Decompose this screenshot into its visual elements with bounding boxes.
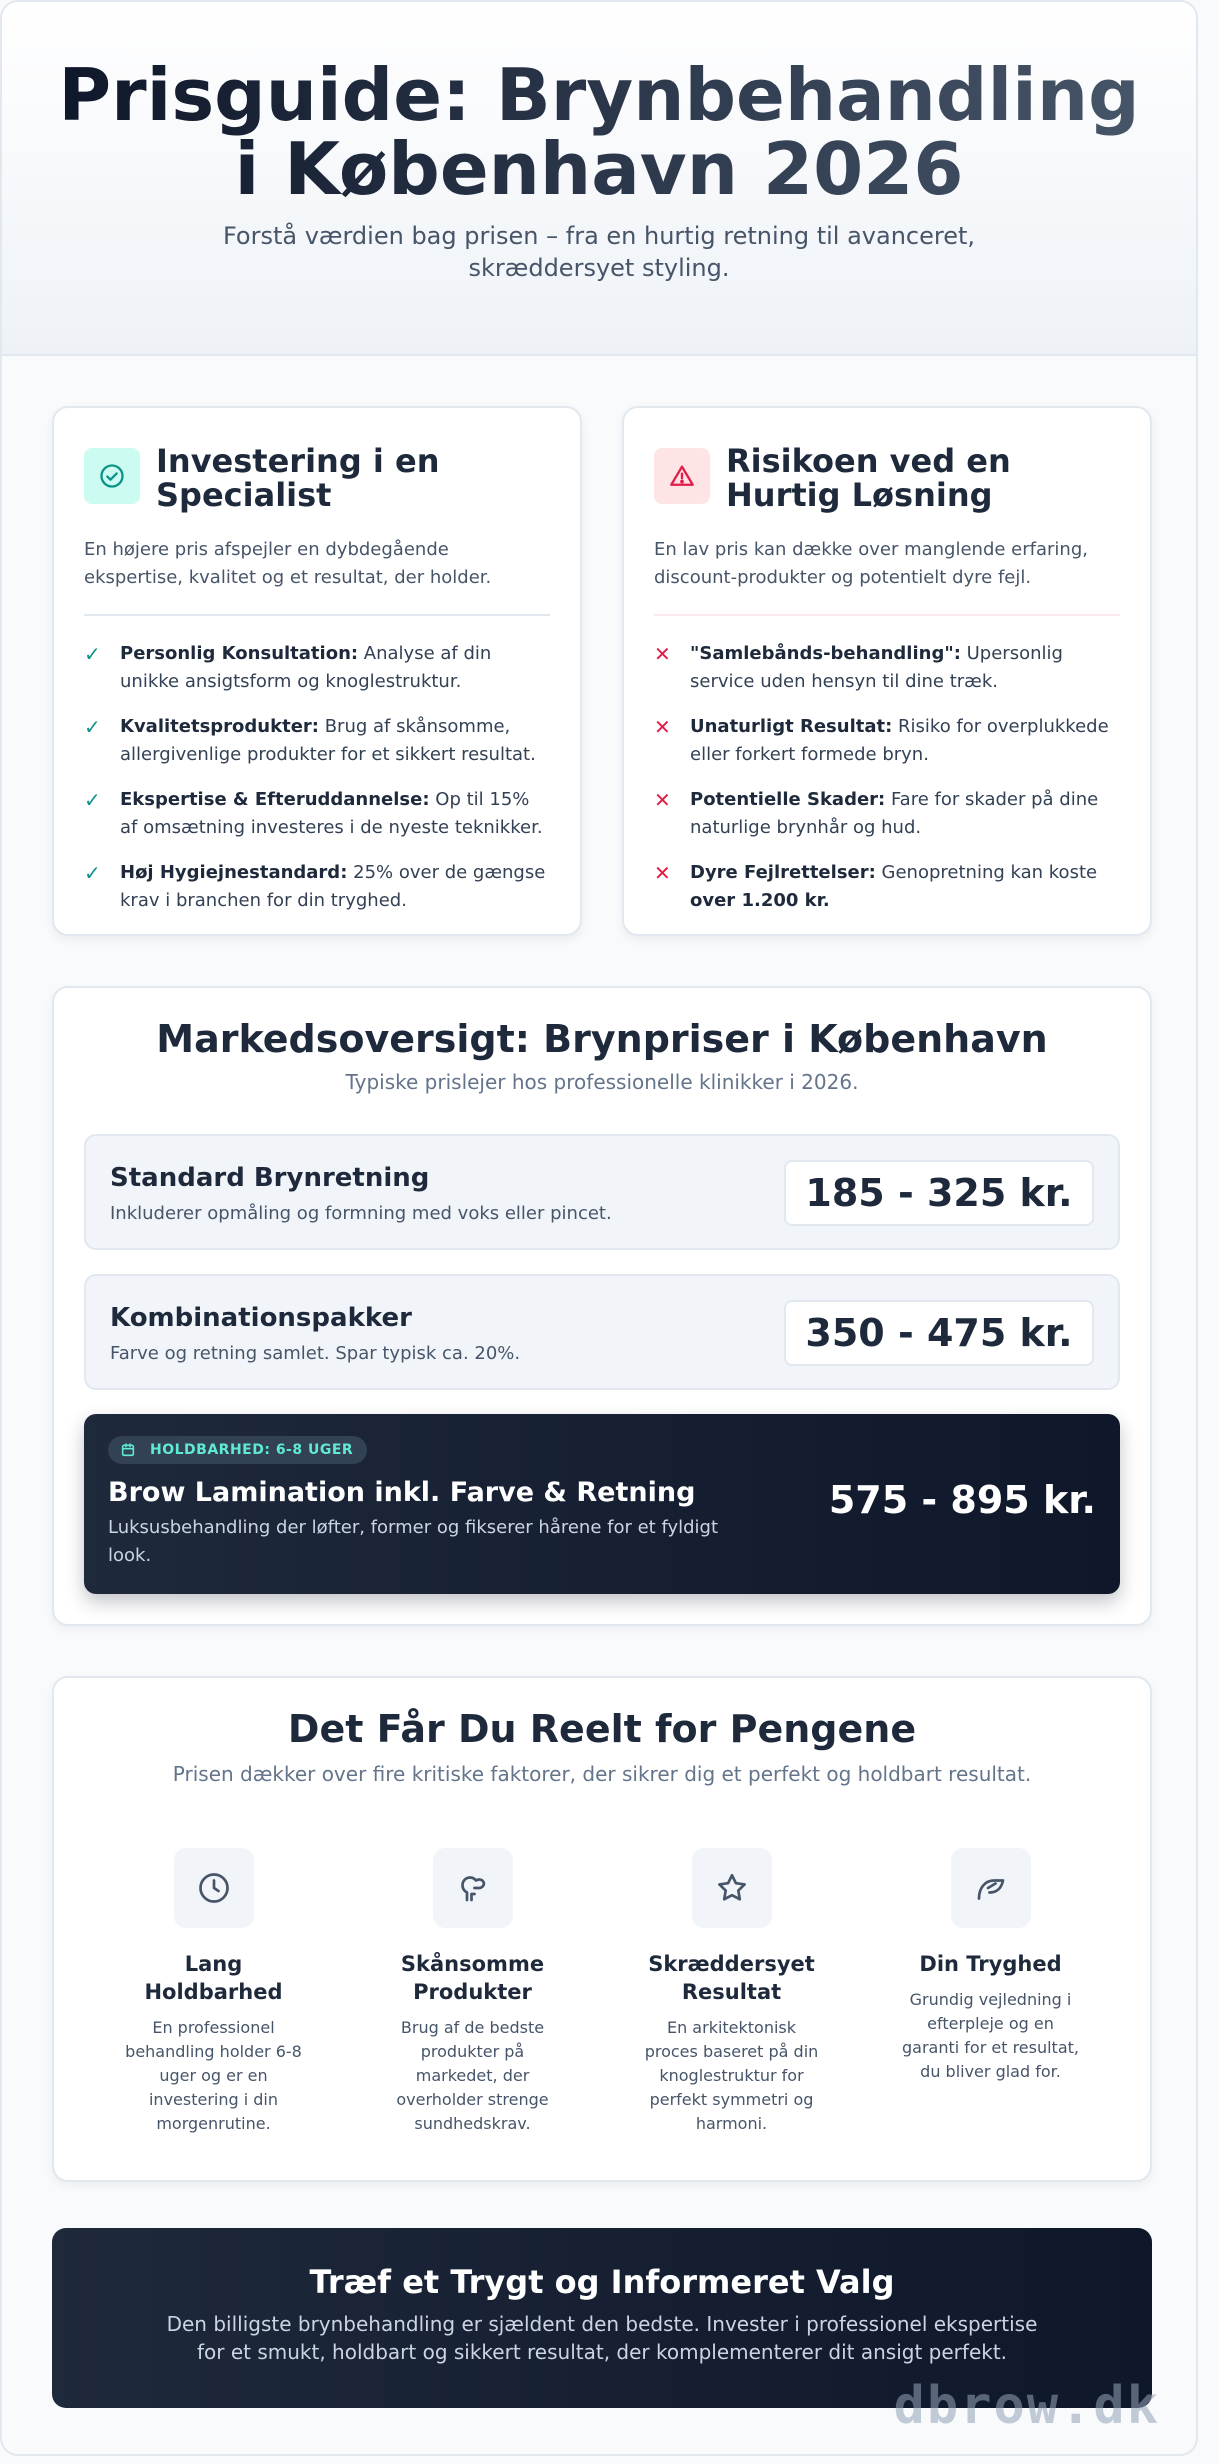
price-row-combination xyxy=(84,1274,1120,1390)
benefit-item xyxy=(84,859,550,915)
benefit-item xyxy=(84,713,550,769)
star-icon xyxy=(692,1848,772,1928)
feature-description: En professionel behandling holder 6-8 uger og er en investering i din morgenrutine. xyxy=(125,2018,302,2133)
benefit-label: Personlig Konsultation: xyxy=(120,643,359,664)
cross-icon: ✕ xyxy=(654,788,671,812)
comparison-section xyxy=(52,406,1152,936)
benefit-text: 25% over de gængse krav i branchen for din tryghed. xyxy=(120,862,546,911)
service-name: Standard Brynretning xyxy=(110,1163,430,1193)
risk-cost: over 1.200 kr. xyxy=(690,890,830,911)
check-circle-icon xyxy=(84,448,140,504)
leaf-hand-icon xyxy=(433,1848,513,1928)
risk-item xyxy=(654,713,1120,769)
risk-text: Fare for skader på dine naturlige brynhår og hud. xyxy=(690,789,1099,838)
checkmark-icon: ✓ xyxy=(84,715,101,739)
specialist-card-description: En højere pris afspejler en dybdegående ekspertise, kvalitet og et resultat, der holder. xyxy=(84,539,492,588)
risk-card-description: En lav pris kan dække over manglende erfaring, discount-produkter og potentielt dyre fejl. xyxy=(654,539,1088,588)
benefit-text: Op til 15% af omsætning investeres i de nyeste teknikker. xyxy=(120,789,543,838)
feature-description: Grundig vejledning i efterpleje og en garanti for et resultat, du bliver glad for. xyxy=(901,1990,1079,2081)
risk-label: Unaturligt Resultat: xyxy=(690,716,893,737)
feature-description: Brug af de bedste produkter på markedet, der overholder strenge sundhedskrav. xyxy=(396,2018,549,2133)
price-range: 350 - 475 kr. xyxy=(784,1300,1094,1366)
page-title-line-2: i København 2026 xyxy=(234,127,964,211)
benefit-text: Analyse af din unikke ansigtsform og knoglestruktur. xyxy=(120,643,492,692)
watermark-logo: dbrow.dk xyxy=(893,2376,1160,2436)
service-description: Inkluderer opmåling og formning med voks eller pincet. xyxy=(110,1203,612,1224)
page-subtitle: Forstå værdien bag prisen – fra en hurtig retning til avanceret, skræddersyet styling. xyxy=(222,222,976,282)
benefit-item xyxy=(84,786,550,842)
value-section xyxy=(52,1676,1152,2182)
feature-item xyxy=(861,1848,1120,2136)
cross-icon: ✕ xyxy=(654,715,671,739)
durability-badge-label: HOLDBARHED: 6-8 UGER xyxy=(150,1442,354,1458)
risk-item xyxy=(654,640,1120,696)
benefit-label: Kvalitetsprodukter: xyxy=(120,716,319,737)
risk-text: Genopretning kan koste xyxy=(875,862,1098,883)
benefit-item xyxy=(84,640,550,696)
checkmark-icon: ✓ xyxy=(84,642,101,666)
service-name: Kombinationspakker xyxy=(110,1303,412,1333)
checkmark-icon: ✓ xyxy=(84,861,101,885)
risk-label: "Samlebånds-behandling": xyxy=(690,643,961,664)
heart-hand-icon xyxy=(951,1848,1031,1928)
page-title-line-1: Prisguide: Brynbehandling xyxy=(58,53,1140,137)
cross-icon: ✕ xyxy=(654,861,671,885)
risk-label: Potentielle Skader: xyxy=(690,789,886,810)
feature-title: Skræddersyet Resultat xyxy=(648,1952,815,2004)
feature-title: Din Tryghed xyxy=(919,1952,1062,1976)
benefit-label: Høj Hygiejnestandard: xyxy=(120,862,348,883)
market-title: Markedsoversigt: Brynpriser i København xyxy=(156,1017,1048,1061)
market-overview-section xyxy=(52,986,1152,1626)
market-subtitle: Typiske prislejer hos professionelle klinikker i 2026. xyxy=(345,1070,859,1094)
risk-card xyxy=(622,406,1152,936)
benefit-text: Brug af skånsomme, allergivenlige produkter for et sikkert resultat. xyxy=(120,716,536,765)
specialist-card-title: Investering i en Specialist xyxy=(156,442,440,514)
feature-title: Lang Holdbarhed xyxy=(144,1952,283,2004)
risk-text: Risiko for overplukkede eller forkert formede bryn. xyxy=(690,716,1109,765)
cross-icon: ✕ xyxy=(654,642,671,666)
feature-description: En arkitektonisk proces baseret på din knoglestruktur for perfekt symmetri og harmoni. xyxy=(644,2018,819,2133)
risk-label: Dyre Fejlrettelser: xyxy=(690,862,876,883)
feature-list xyxy=(84,1848,1120,2136)
page-title xyxy=(49,53,1149,211)
calendar-icon xyxy=(120,1442,136,1458)
risk-card-title: Risikoen ved en Hurtig Løsning xyxy=(726,442,1011,514)
price-row-premium xyxy=(84,1414,1120,1594)
service-name: Brow Lamination inkl. Farve & Retning xyxy=(108,1477,696,1508)
feature-item xyxy=(602,1848,861,2136)
price-range: 575 - 895 kr. xyxy=(828,1478,1096,1522)
specialist-card xyxy=(52,406,582,936)
value-subtitle: Prisen dækker over fire kritiske faktorer, der sikrer dig et perfekt og holdbart resultat. xyxy=(172,1762,1032,1786)
divider xyxy=(654,614,1120,616)
price-range: 185 - 325 kr. xyxy=(784,1160,1094,1226)
warning-triangle-icon xyxy=(654,448,710,504)
hero-header xyxy=(2,2,1196,356)
divider xyxy=(84,614,550,616)
risk-item xyxy=(654,786,1120,842)
feature-item xyxy=(343,1848,602,2136)
risk-text: Upersonlig service uden hensyn til dine træk. xyxy=(690,643,1063,692)
durability-badge xyxy=(108,1436,367,1464)
checkmark-icon: ✓ xyxy=(84,788,101,812)
feature-item xyxy=(84,1848,343,2136)
service-description: Luksusbehandling der løfter, former og fikserer hårene for et fyldigt look. xyxy=(108,1517,719,1566)
price-row-standard xyxy=(84,1134,1120,1250)
benefit-label: Ekspertise & Efteruddannelse: xyxy=(120,789,430,810)
clock-icon xyxy=(174,1848,254,1928)
value-title: Det Får Du Reelt for Pengene xyxy=(287,1707,917,1751)
cta-title: Træf et Trygt og Informeret Valg xyxy=(309,2263,895,2301)
service-description: Farve og retning samlet. Spar typisk ca. 20%. xyxy=(110,1343,521,1364)
risk-item xyxy=(654,859,1120,915)
cta-text: Den billigste brynbehandling er sjældent den bedste. Invester i professionel ekspertise for et smukt, holdbart og sikkert resultat, der komplementerer dit ansigt perfekt. xyxy=(166,2312,1038,2364)
feature-title: Skånsomme Produkter xyxy=(400,1952,545,2004)
